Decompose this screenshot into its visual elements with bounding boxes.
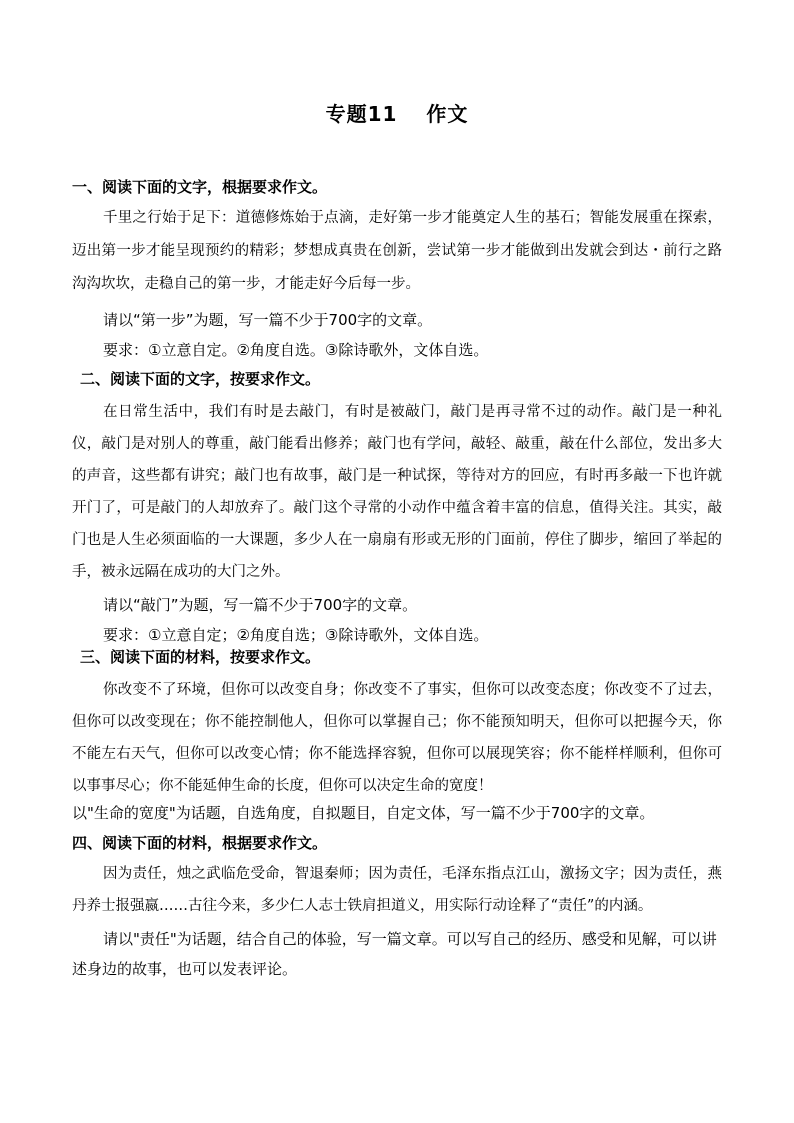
section-prompt: 请以“敲门”为题，写一篇不少于700字的文章。 xyxy=(103,596,418,614)
section-heading: 四、阅读下面的材料，根据要求作文。 xyxy=(72,834,328,852)
section-heading: 一、阅读下面的文字，根据要求作文。 xyxy=(72,178,328,196)
section-heading: 三、阅读下面的材料，按要求作文。 xyxy=(80,648,321,666)
section-1 xyxy=(72,176,722,365)
page-title: 专题11 作文 xyxy=(325,102,469,126)
section-material: 千里之行始于足下：道德修炼始于点滴，走好第一步才能奠定人生的基石；智能发展重在探索，迈出第一步才能呈现预约的精彩；梦想成真贵在创新，尝试第一步才能做到出发就会到达・前行之路沟沟坎坎，走稳自己的第一步，才能走好今后每一步。 xyxy=(72,210,722,292)
section-heading: 二、阅读下面的文字，按要求作文。 xyxy=(80,370,321,388)
section-4 xyxy=(72,832,722,984)
section-prompt: 以"生命的宽度"为话题，自选角度，自拟题目，自定文体，写一篇不少于700字的文章。 xyxy=(72,804,655,822)
section-material: 在日常生活中，我们有时是去敲门，有时是被敲门，敲门是再寻常不过的动作。敲门是一种礼仪，敲门是对别人的尊重，敲门能看出修养；敲门也有学问，敲轻、敲重，敲在什么部位，发出多大的声音，这些都有讲究；敲门也有故事，敲门是一种试探，等待对方的回应，有时再多敲一下也许就开门了，可是敲门的人却放弃了。敲门这个寻常的小动作中蕴含着丰富的信息，值得关注。其实，敲门也是人生必须面临的一大课题，多少人在一扇扇有形或无形的门面前，停住了脚步，缩回了举起的手，被永远隔在成功的大门之外。 xyxy=(72,404,722,580)
section-prompt: 请以“第一步”为题，写一篇不少于700字的文章。 xyxy=(103,311,433,329)
section-material: 因为责任，烛之武临危受命，智退秦师；因为责任，毛泽东指点江山，激扬文字；因为责任，燕丹养士报强嬴……古往今来，多少仁人志士铁肩担道义，用实际行动诠释了“责任”的内涵。 xyxy=(72,866,722,914)
section-material: 你改变不了环境，但你可以改变自身；你改变不了事实，但你可以改变态度；你改变不了过去，但你可以改变现在；你不能控制他人，但你可以掌握自己；你不能预知明天，但你可以把握今天，你不能左右天气，但你可以改变心情；你不能选择容貌，但你可以展现笑容；你不能样样顺利，但你可以事事尽心；你不能延伸生命的长度，但你可以决定生命的宽度！ xyxy=(72,682,722,794)
section-prompt: 请以"责任"为话题，结合自己的体验，写一篇文章。可以写自己的经历、感受和见解，可以讲述身边的故事，也可以发表评论。 xyxy=(72,930,717,978)
section-3 xyxy=(72,646,722,828)
section-2 xyxy=(72,368,722,650)
section-requirements: 要求：①立意自定；②角度自选；③除诗歌外，文体自选。 xyxy=(103,626,489,644)
section-requirements: 要求：①立意自定。②角度自选。③除诗歌外，文体自选。 xyxy=(103,341,489,359)
